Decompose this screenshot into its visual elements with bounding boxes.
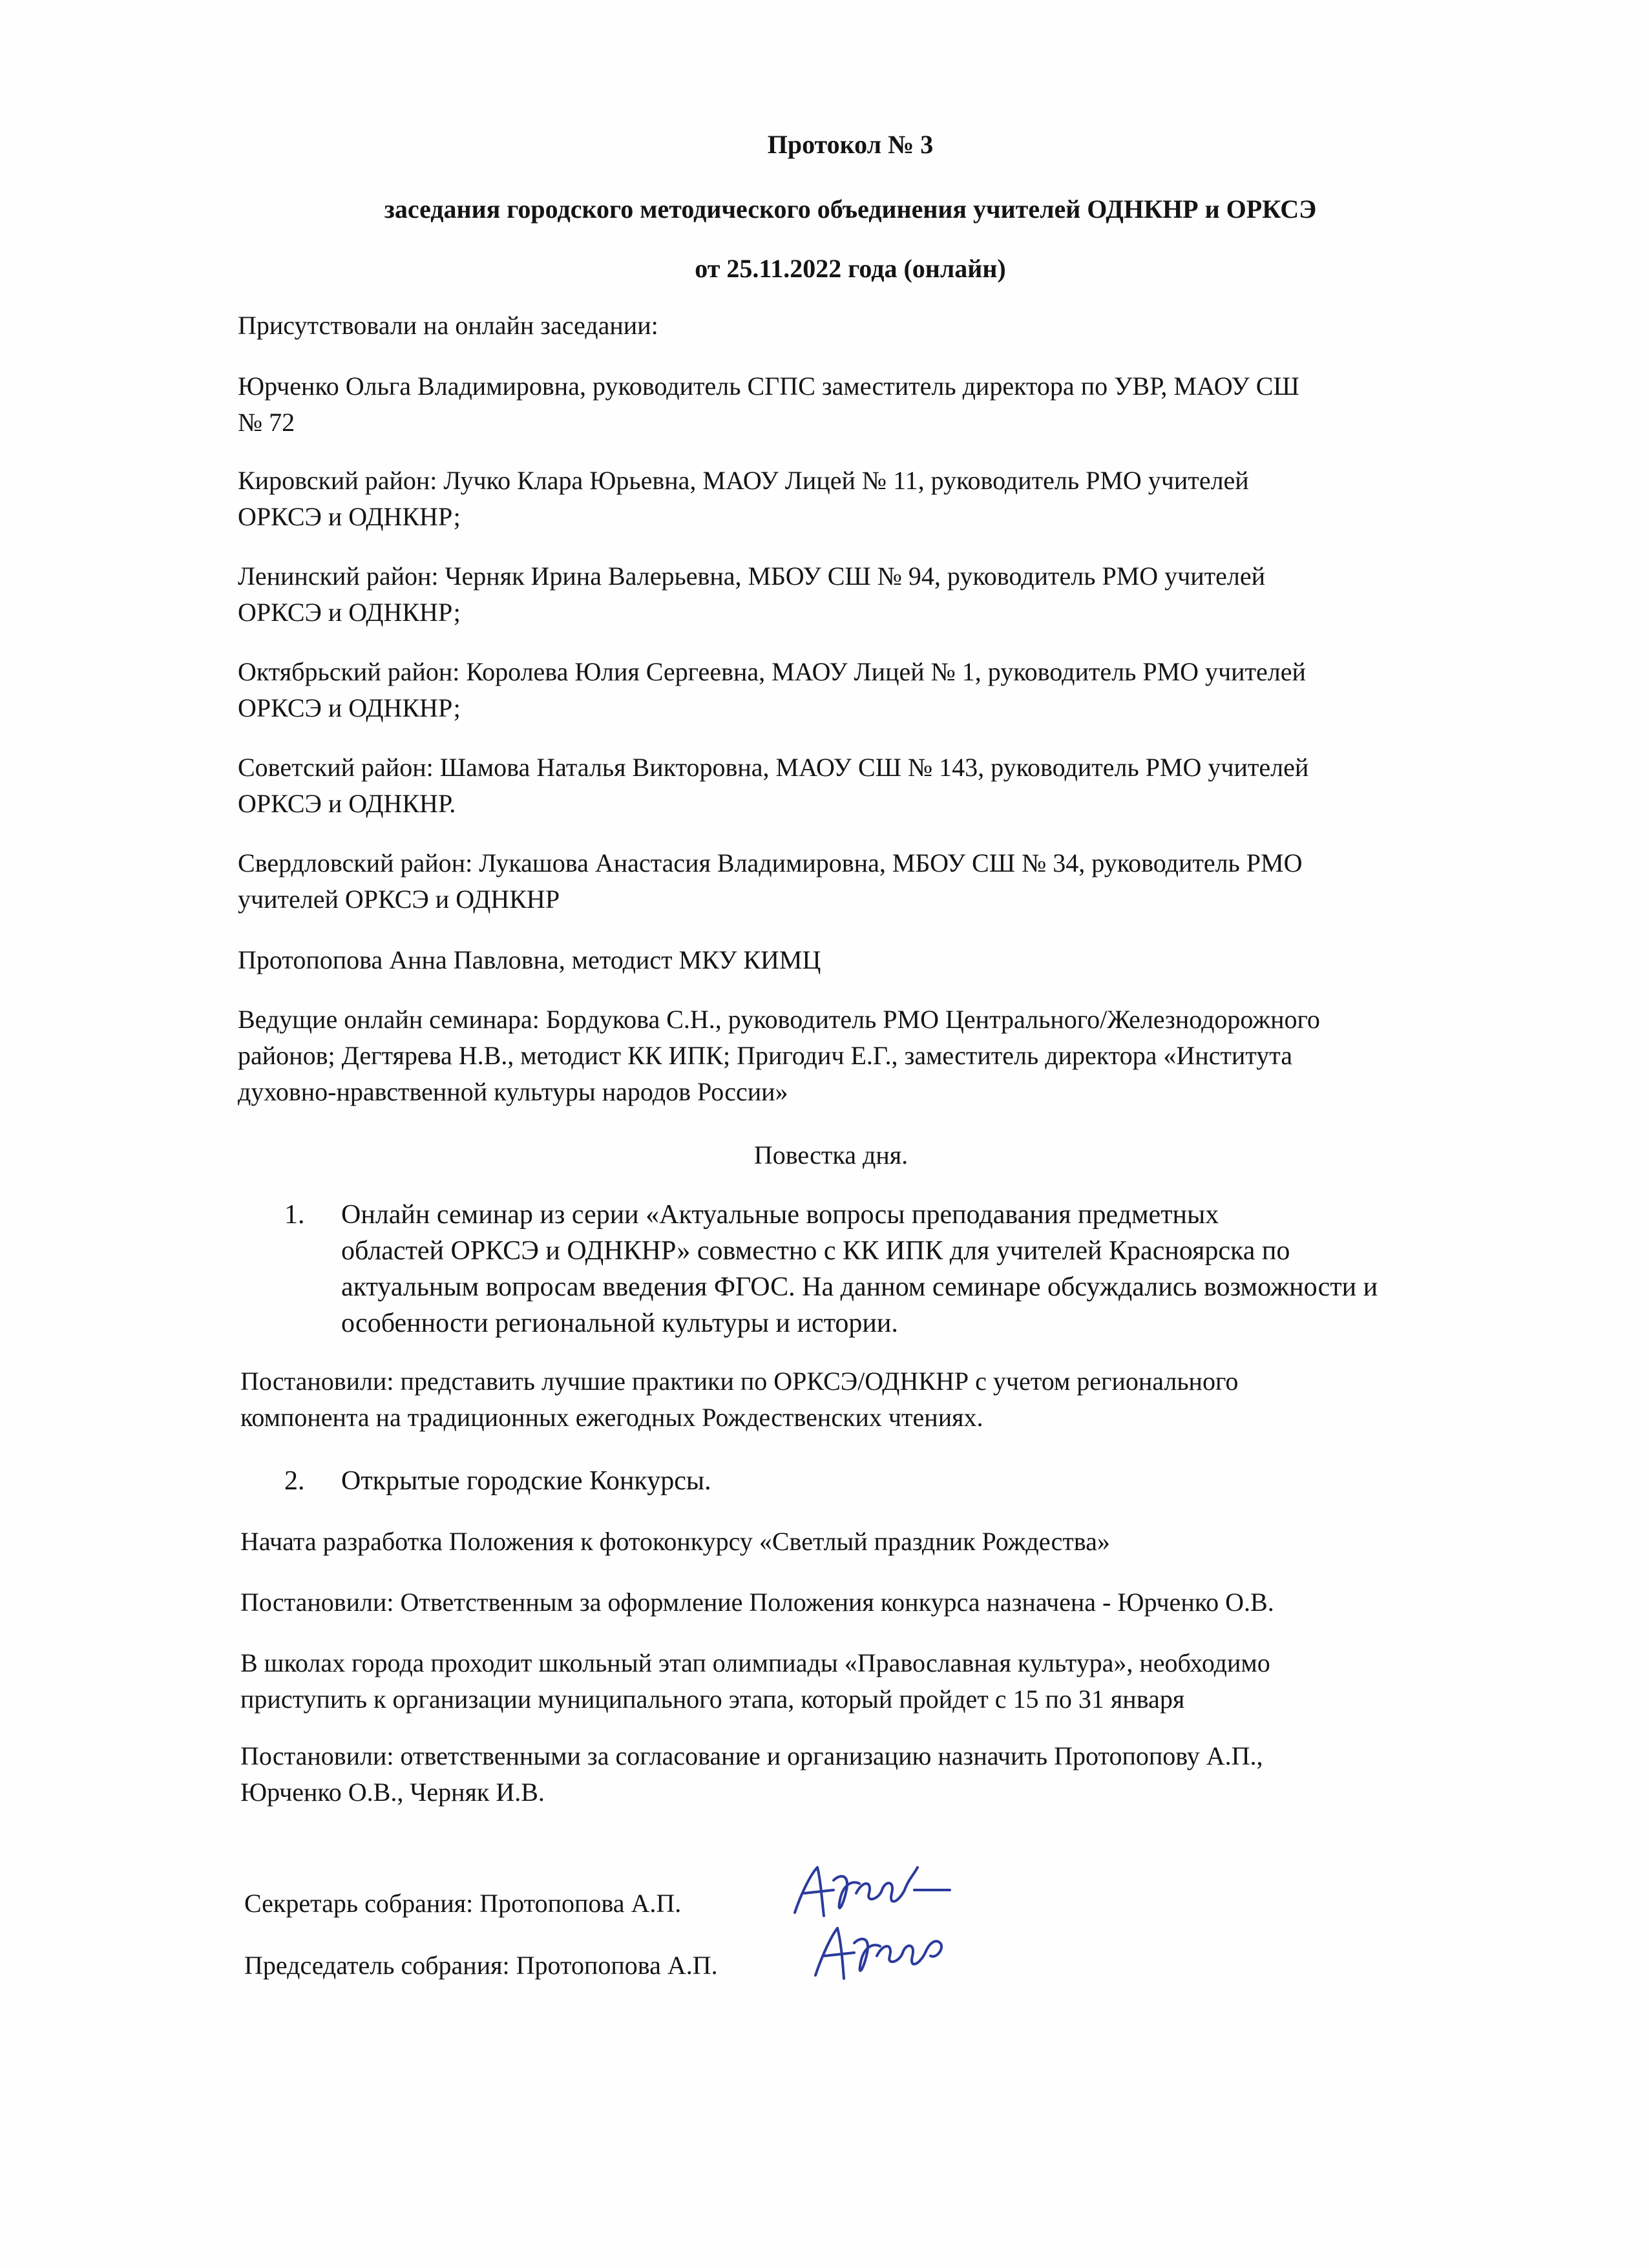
agenda-item-2	[284, 1463, 1512, 1502]
secretary-line: Секретарь собрания: Протопопова А.П.	[244, 1889, 682, 1918]
attendee-line: Протопопова Анна Павловна, методист МКУ КИМЦ	[238, 945, 821, 974]
attendee-line: ОРКСЭ и ОДНКНР;	[238, 693, 461, 722]
resolution-line: Постановили: ответственными за согласование и организацию назначить Протопопову А.П.,	[240, 1741, 1263, 1770]
hosts-line: Ведущие онлайн семинара: Бордукова С.Н., руководитель РМО Центрального/Железнодорожного	[238, 1005, 1320, 1034]
attendee-line: Ленинский район: Черняк Ирина Валерьевна, МБОУ СШ № 94, руководитель РМО учителей	[238, 562, 1266, 591]
contest-paragraph: Начата разработка Положения к фотоконкурсу «Светлый праздник Рождества»	[240, 1527, 1110, 1556]
resolution-paragraph	[240, 1738, 1507, 1811]
resolution-paragraph: Постановили: Ответственным за оформление Положения конкурса назначена - Юрченко О.В.	[240, 1588, 1274, 1617]
agenda-item-line: актуальным вопросам введения ФГОС. На данном семинаре обсуждались возможности и	[341, 1272, 1378, 1302]
agenda-item-line: областей ОРКСЭ и ОДНКНР» совместно с КК ИПК для учителей Красноярска по	[341, 1236, 1290, 1266]
document-subtitle: заседания городского методического объединения учителей ОДНКНР и ОРКСЭ	[384, 194, 1317, 224]
document-date: от 25.11.2022 года (онлайн)	[695, 254, 1006, 283]
resolution-line: Постановили: представить лучшие практики по ОРКСЭ/ОДНКНР с учетом регионального	[240, 1367, 1239, 1396]
hosts-line: районов; Дегтярева Н.В., методист КК ИПК; Пригодич Е.Г., заместитель директора «Института	[238, 1041, 1292, 1070]
attendee-paragraph	[238, 845, 1504, 918]
chairman-signature	[808, 1914, 976, 1998]
attendee-line: Кировский район: Лучко Клара Юрьевна, МАОУ Лицей № 11, руководитель РМО учителей	[238, 466, 1249, 495]
document-title: Протокол № 3	[767, 130, 934, 159]
attendee-line: ОРКСЭ и ОДНКНР;	[238, 598, 461, 627]
agenda-item-line: особенности региональной культуры и истории.	[341, 1308, 898, 1338]
attendee-paragraph	[238, 368, 1504, 441]
attendee-line: Юрченко Ольга Владимировна, руководитель СГПС заместитель директора по УВР, МАОУ СШ	[238, 372, 1299, 401]
agenda-item-number: 2.	[284, 1466, 305, 1496]
agenda-item-text	[341, 1197, 1378, 1341]
attendee-paragraph	[238, 558, 1504, 631]
attendee-paragraph	[238, 750, 1504, 822]
hosts-line: духовно-нравственной культуры народов России»	[238, 1077, 788, 1106]
attendee-paragraph	[238, 942, 1504, 978]
attendee-line: № 72	[238, 408, 295, 437]
resolution-line: Юрченко О.В., Черняк И.В.	[240, 1778, 545, 1807]
attendee-line: Советский район: Шамова Наталья Викторовна, МАОУ СШ № 143, руководитель РМО учителей	[238, 753, 1309, 782]
agenda-item-number: 1.	[284, 1200, 305, 1230]
agenda-item-line: Онлайн семинар из серии «Актуальные вопросы преподавания предметных	[341, 1200, 1219, 1230]
attendee-line: ОРКСЭ и ОДНКНР;	[238, 502, 461, 531]
olympiad-paragraph	[240, 1645, 1507, 1717]
attendee-paragraph	[238, 654, 1504, 726]
attendee-line: ОРКСЭ и ОДНКНР.	[238, 789, 456, 818]
olympiad-line: В школах города проходит школьный этап олимпиады «Православная культура», необходимо	[240, 1648, 1270, 1677]
agenda-item-text: Открытые городские Конкурсы.	[341, 1466, 711, 1496]
attendee-line: учителей ОРКСЭ и ОДНКНР	[238, 885, 560, 914]
hosts-paragraph	[238, 1002, 1504, 1110]
attendee-line: Октябрьский район: Королева Юлия Сергеевна, МАОУ Лицей № 1, руководитель РМО учителей	[238, 657, 1306, 686]
olympiad-line: приступить к организации муниципального этапа, который пройдет с 15 по 31 января	[240, 1685, 1185, 1714]
chairman-line: Председатель собрания: Протопопова А.П.	[244, 1951, 718, 1980]
resolution-paragraph	[240, 1363, 1507, 1436]
agenda-item-1	[284, 1197, 1512, 1352]
agenda-title: Повестка дня.	[753, 1140, 909, 1170]
attendee-line: Свердловский район: Лукашова Анастасия Владимировна, МБОУ СШ № 34, руководитель РМО	[238, 848, 1303, 877]
attendees-intro: Присутствовали на онлайн заседании:	[238, 311, 658, 340]
resolution-line: компонента на традиционных ежегодных Рождественских чтениях.	[240, 1403, 983, 1432]
attendee-paragraph	[238, 463, 1504, 535]
